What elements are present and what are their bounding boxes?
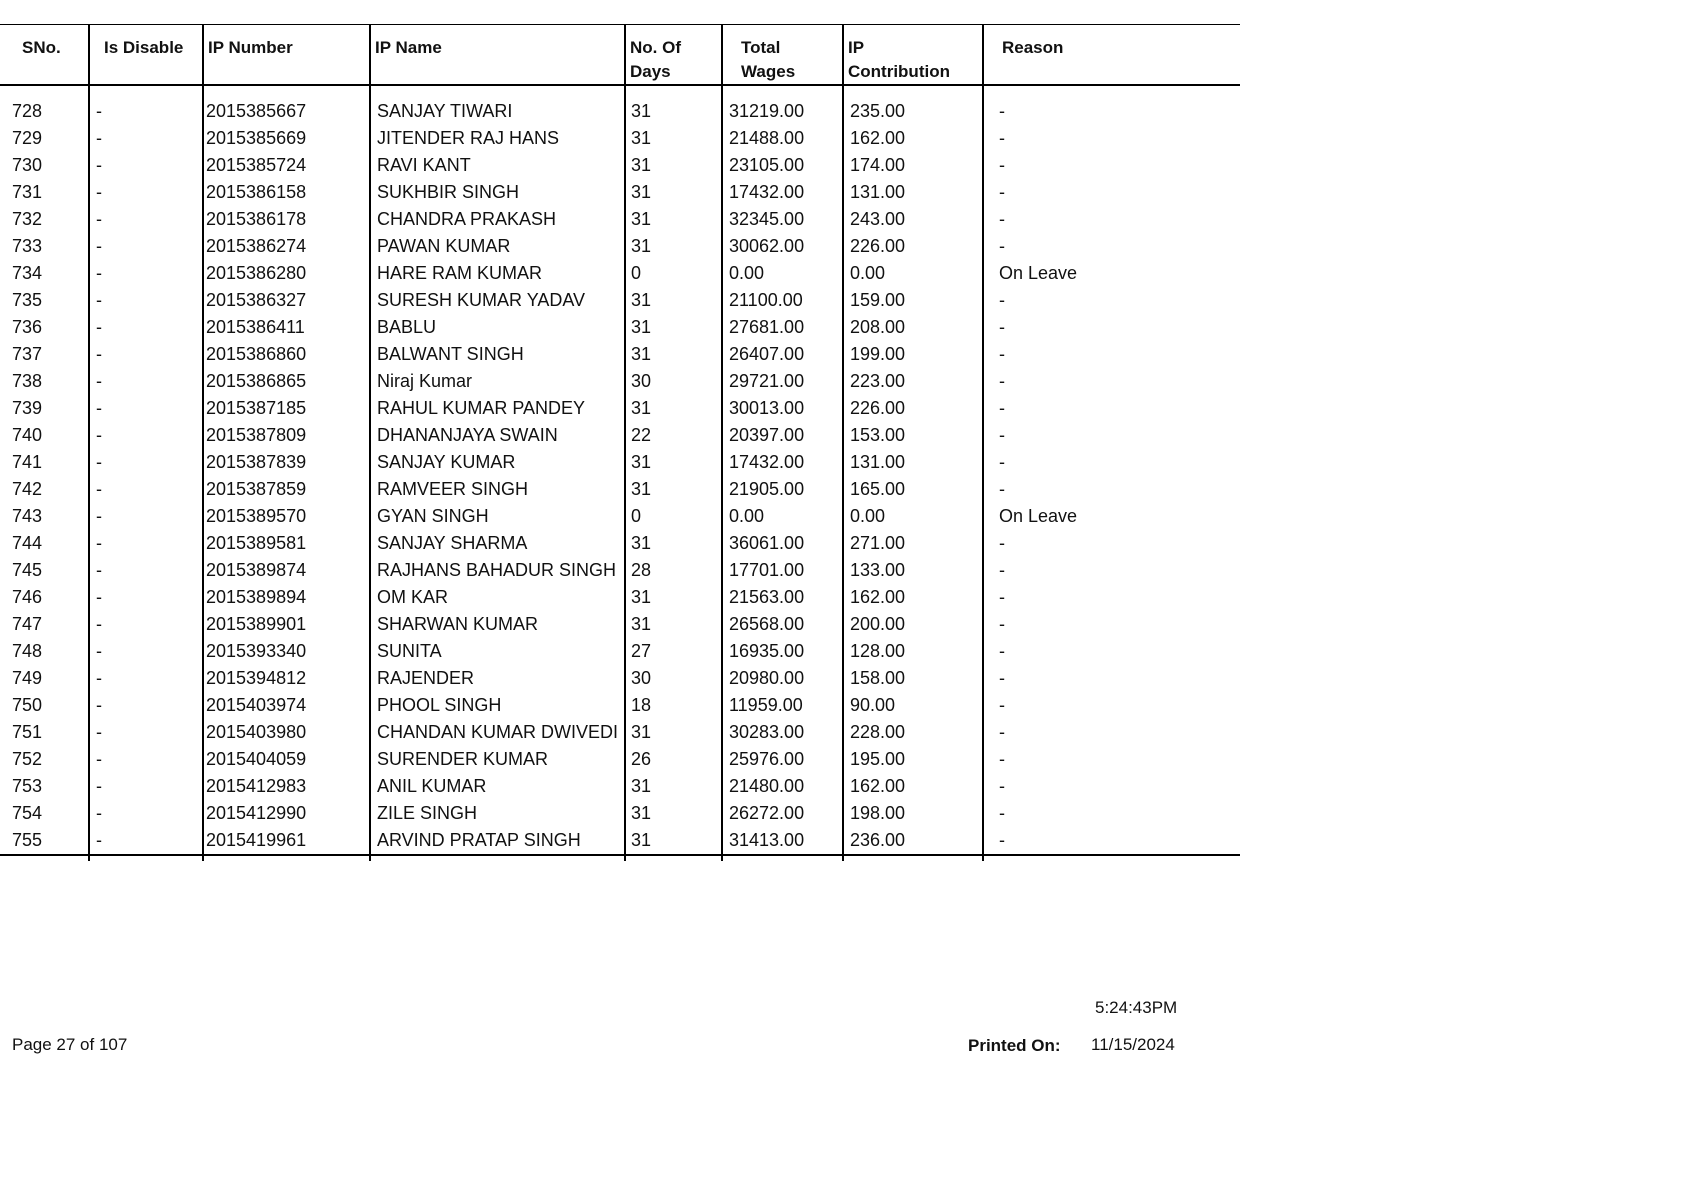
cell-reason: - xyxy=(999,560,1005,580)
cell-reason: - xyxy=(999,722,1005,742)
header-no-of-days xyxy=(625,25,722,86)
cell-total-wages: 21100.00 xyxy=(722,285,843,312)
cell-sno: 732 xyxy=(0,204,89,231)
cell-ip-name: SANJAY SHARMA xyxy=(370,528,625,555)
table-row xyxy=(0,501,1240,528)
cell-is-disable: - xyxy=(89,690,203,717)
cell-total-wages: 32345.00 xyxy=(722,204,843,231)
cell-ip-name: CHANDRA PRAKASH xyxy=(370,204,625,231)
cell-sno: 753 xyxy=(0,771,89,798)
cell-total-wages: 21905.00 xyxy=(722,474,843,501)
cell-total-wages: 16935.00 xyxy=(722,636,843,663)
cell-no-of-days: 31 xyxy=(625,339,722,366)
cell-no-of-days: 31 xyxy=(625,177,722,204)
header-sno: SNo. xyxy=(0,25,89,86)
cell-no-of-days: 31 xyxy=(625,312,722,339)
cell-ip-number: 2015389901 xyxy=(203,609,370,636)
cell-ip-number: 2015387185 xyxy=(203,393,370,420)
header-total-wages xyxy=(722,25,843,86)
cell-ip-number: 2015386327 xyxy=(203,285,370,312)
cell-ip-name: PHOOL SINGH xyxy=(370,690,625,717)
cell-is-disable: - xyxy=(89,771,203,798)
table-row xyxy=(0,555,1240,582)
cell-ip-number: 2015385667 xyxy=(203,96,370,123)
table-row xyxy=(0,744,1240,771)
cell-no-of-days: 31 xyxy=(625,96,722,123)
cell-ip-number: 2015389894 xyxy=(203,582,370,609)
cell-is-disable: - xyxy=(89,501,203,528)
cell-sno: 728 xyxy=(0,96,89,123)
cell-ip-number: 2015404059 xyxy=(203,744,370,771)
cell-ip-contribution: 90.00 xyxy=(843,690,983,717)
cell-reason: - xyxy=(999,614,1005,634)
cell-total-wages: 31219.00 xyxy=(722,96,843,123)
table-row xyxy=(0,582,1240,609)
cell-total-wages: 20397.00 xyxy=(722,420,843,447)
cell-sno: 731 xyxy=(0,177,89,204)
cell-sno: 750 xyxy=(0,690,89,717)
cell-ip-contribution: 153.00 xyxy=(843,420,983,447)
tail-cell xyxy=(983,855,1240,861)
cell-total-wages: 26568.00 xyxy=(722,609,843,636)
cell-ip-name: RAJHANS BAHADUR SINGH xyxy=(370,555,625,582)
cell-ip-name: RAMVEER SINGH xyxy=(370,474,625,501)
tail-cell xyxy=(722,855,843,861)
print-time: 5:24:43PM xyxy=(1095,998,1178,1017)
cell-sno: 748 xyxy=(0,636,89,663)
cell-is-disable: - xyxy=(89,339,203,366)
cell-reason: - xyxy=(999,452,1005,472)
cell-reason: - xyxy=(999,371,1005,391)
cell-ip-contribution: 158.00 xyxy=(843,663,983,690)
cell-reason: - xyxy=(999,425,1005,445)
cell-ip-number: 2015386865 xyxy=(203,366,370,393)
cell-total-wages: 26272.00 xyxy=(722,798,843,825)
table-row xyxy=(0,690,1240,717)
cell-total-wages: 21563.00 xyxy=(722,582,843,609)
cell-ip-contribution: 159.00 xyxy=(843,285,983,312)
cell-ip-number: 2015385669 xyxy=(203,123,370,150)
cell-ip-contribution: 174.00 xyxy=(843,150,983,177)
cell-ip-name: HARE RAM KUMAR xyxy=(370,258,625,285)
cell-is-disable: - xyxy=(89,231,203,258)
cell-ip-contribution: 226.00 xyxy=(843,393,983,420)
spacer-cell xyxy=(625,85,722,96)
cell-no-of-days: 18 xyxy=(625,690,722,717)
cell-is-disable: - xyxy=(89,420,203,447)
cell-sno: 740 xyxy=(0,420,89,447)
cell-ip-name: SANJAY TIWARI xyxy=(370,96,625,123)
cell-ip-contribution: 271.00 xyxy=(843,528,983,555)
table-row xyxy=(0,177,1240,204)
cell-total-wages: 29721.00 xyxy=(722,366,843,393)
cell-reason: - xyxy=(999,182,1005,202)
cell-is-disable: - xyxy=(89,609,203,636)
cell-reason: - xyxy=(999,641,1005,661)
cell-reason: - xyxy=(999,776,1005,796)
table-row xyxy=(0,231,1240,258)
cell-ip-contribution: 199.00 xyxy=(843,339,983,366)
cell-ip-name: SUKHBIR SINGH xyxy=(370,177,625,204)
cell-ip-number: 2015385724 xyxy=(203,150,370,177)
printed-on-date: 11/15/2024 xyxy=(1091,1035,1175,1054)
cell-sno: 730 xyxy=(0,150,89,177)
cell-is-disable: - xyxy=(89,312,203,339)
cell-no-of-days: 30 xyxy=(625,366,722,393)
cell-ip-name: ANIL KUMAR xyxy=(370,771,625,798)
cell-ip-number: 2015386274 xyxy=(203,231,370,258)
cell-no-of-days: 31 xyxy=(625,474,722,501)
cell-sno: 754 xyxy=(0,798,89,825)
cell-sno: 752 xyxy=(0,744,89,771)
table-row xyxy=(0,393,1240,420)
cell-sno: 744 xyxy=(0,528,89,555)
cell-is-disable: - xyxy=(89,528,203,555)
cell-sno: 745 xyxy=(0,555,89,582)
cell-ip-number: 2015387839 xyxy=(203,447,370,474)
cell-is-disable: - xyxy=(89,258,203,285)
cell-ip-name: GYAN SINGH xyxy=(370,501,625,528)
spacer-cell xyxy=(203,85,370,96)
cell-ip-number: 2015387809 xyxy=(203,420,370,447)
cell-total-wages: 30283.00 xyxy=(722,717,843,744)
spacer-cell xyxy=(370,85,625,96)
cell-no-of-days: 31 xyxy=(625,150,722,177)
cell-sno: 746 xyxy=(0,582,89,609)
cell-reason: - xyxy=(999,668,1005,688)
cell-total-wages: 17701.00 xyxy=(722,555,843,582)
cell-is-disable: - xyxy=(89,582,203,609)
cell-is-disable: - xyxy=(89,204,203,231)
table-row xyxy=(0,312,1240,339)
cell-no-of-days: 31 xyxy=(625,771,722,798)
table-row xyxy=(0,366,1240,393)
cell-reason: - xyxy=(999,803,1005,823)
cell-reason: - xyxy=(999,236,1005,256)
cell-reason: - xyxy=(999,479,1005,499)
table-row xyxy=(0,96,1240,123)
cell-total-wages: 31413.00 xyxy=(722,825,843,855)
table-row xyxy=(0,636,1240,663)
cell-ip-name: ARVIND PRATAP SINGH xyxy=(370,825,625,855)
cell-ip-contribution: 223.00 xyxy=(843,366,983,393)
cell-reason: - xyxy=(999,695,1005,715)
cell-ip-name: SURESH KUMAR YADAV xyxy=(370,285,625,312)
cell-sno: 755 xyxy=(0,825,89,855)
cell-ip-contribution: 165.00 xyxy=(843,474,983,501)
cell-ip-name: PAWAN KUMAR xyxy=(370,231,625,258)
cell-total-wages: 0.00 xyxy=(722,501,843,528)
cell-reason: - xyxy=(999,155,1005,175)
table-row xyxy=(0,285,1240,312)
cell-no-of-days: 0 xyxy=(625,501,722,528)
cell-ip-number: 2015386411 xyxy=(203,312,370,339)
cell-no-of-days: 0 xyxy=(625,258,722,285)
tail-cell xyxy=(370,855,625,861)
cell-ip-number: 2015403980 xyxy=(203,717,370,744)
cell-is-disable: - xyxy=(89,285,203,312)
cell-is-disable: - xyxy=(89,96,203,123)
cell-total-wages: 20980.00 xyxy=(722,663,843,690)
spacer-cell xyxy=(0,85,89,96)
cell-ip-contribution: 228.00 xyxy=(843,717,983,744)
cell-ip-name: JITENDER RAJ HANS xyxy=(370,123,625,150)
cell-ip-contribution: 133.00 xyxy=(843,555,983,582)
cell-no-of-days: 31 xyxy=(625,582,722,609)
cell-ip-name: RAVI KANT xyxy=(370,150,625,177)
cell-sno: 729 xyxy=(0,123,89,150)
cell-no-of-days: 31 xyxy=(625,447,722,474)
cell-no-of-days: 31 xyxy=(625,717,722,744)
table-row xyxy=(0,771,1240,798)
cell-ip-contribution: 162.00 xyxy=(843,123,983,150)
cell-ip-contribution: 198.00 xyxy=(843,798,983,825)
cell-ip-number: 2015419961 xyxy=(203,825,370,855)
cell-ip-contribution: 208.00 xyxy=(843,312,983,339)
cell-ip-name: Niraj Kumar xyxy=(370,366,625,393)
cell-ip-name: RAHUL KUMAR PANDEY xyxy=(370,393,625,420)
cell-is-disable: - xyxy=(89,825,203,855)
header-total-wages-line2: Wages xyxy=(741,62,796,81)
cell-ip-number: 2015389570 xyxy=(203,501,370,528)
cell-ip-contribution: 162.00 xyxy=(843,582,983,609)
cell-sno: 742 xyxy=(0,474,89,501)
cell-total-wages: 23105.00 xyxy=(722,150,843,177)
cell-is-disable: - xyxy=(89,798,203,825)
cell-is-disable: - xyxy=(89,636,203,663)
cell-no-of-days: 31 xyxy=(625,798,722,825)
spacer-cell xyxy=(89,85,203,96)
tail-cell xyxy=(203,855,370,861)
cell-sno: 736 xyxy=(0,312,89,339)
cell-ip-name: BABLU xyxy=(370,312,625,339)
cell-total-wages: 11959.00 xyxy=(722,690,843,717)
cell-sno: 751 xyxy=(0,717,89,744)
table-row xyxy=(0,420,1240,447)
cell-ip-name: SUNITA xyxy=(370,636,625,663)
cell-is-disable: - xyxy=(89,744,203,771)
cell-ip-contribution: 226.00 xyxy=(843,231,983,258)
table-spacer-row xyxy=(0,85,1240,96)
table-row xyxy=(0,447,1240,474)
cell-total-wages: 27681.00 xyxy=(722,312,843,339)
cell-total-wages: 21480.00 xyxy=(722,771,843,798)
cell-sno: 749 xyxy=(0,663,89,690)
table-header-row xyxy=(0,25,1240,86)
cell-no-of-days: 31 xyxy=(625,609,722,636)
cell-ip-contribution: 235.00 xyxy=(843,96,983,123)
table-row xyxy=(0,663,1240,690)
table-row xyxy=(0,339,1240,366)
cell-ip-contribution: 0.00 xyxy=(843,501,983,528)
cell-ip-name: ZILE SINGH xyxy=(370,798,625,825)
cell-sno: 733 xyxy=(0,231,89,258)
cell-ip-contribution: 236.00 xyxy=(843,825,983,855)
cell-is-disable: - xyxy=(89,447,203,474)
cell-reason: - xyxy=(999,209,1005,229)
cell-sno: 741 xyxy=(0,447,89,474)
contribution-table xyxy=(0,24,1240,861)
cell-reason: - xyxy=(999,749,1005,769)
cell-ip-number: 2015386178 xyxy=(203,204,370,231)
tail-cell xyxy=(625,855,722,861)
header-ip-contribution-line1: IP xyxy=(848,38,865,57)
cell-ip-contribution: 0.00 xyxy=(843,258,983,285)
tail-cell xyxy=(89,855,203,861)
cell-is-disable: - xyxy=(89,474,203,501)
cell-total-wages: 17432.00 xyxy=(722,447,843,474)
cell-no-of-days: 31 xyxy=(625,825,722,855)
cell-ip-name: BALWANT SINGH xyxy=(370,339,625,366)
cell-is-disable: - xyxy=(89,717,203,744)
table-row xyxy=(0,528,1240,555)
cell-reason: On Leave xyxy=(999,263,1078,283)
cell-reason: - xyxy=(999,344,1005,364)
cell-no-of-days: 31 xyxy=(625,393,722,420)
cell-sno: 739 xyxy=(0,393,89,420)
cell-no-of-days: 31 xyxy=(625,231,722,258)
header-no-of-days-line1: No. Of xyxy=(630,38,681,57)
header-ip-number: IP Number xyxy=(203,25,370,86)
cell-ip-name: DHANANJAYA SWAIN xyxy=(370,420,625,447)
cell-reason: - xyxy=(999,128,1005,148)
cell-ip-name: RAJENDER xyxy=(370,663,625,690)
cell-ip-number: 2015412983 xyxy=(203,771,370,798)
header-ip-contribution-line2: Contribution xyxy=(848,62,950,81)
page-number: Page 27 of 107 xyxy=(12,1035,128,1054)
cell-no-of-days: 31 xyxy=(625,123,722,150)
cell-total-wages: 25976.00 xyxy=(722,744,843,771)
cell-no-of-days: 22 xyxy=(625,420,722,447)
cell-ip-name: OM KAR xyxy=(370,582,625,609)
cell-is-disable: - xyxy=(89,393,203,420)
cell-ip-number: 2015387859 xyxy=(203,474,370,501)
cell-sno: 735 xyxy=(0,285,89,312)
cell-no-of-days: 31 xyxy=(625,528,722,555)
table-row xyxy=(0,204,1240,231)
cell-reason: - xyxy=(983,825,1240,855)
cell-ip-number: 2015386158 xyxy=(203,177,370,204)
cell-is-disable: - xyxy=(89,177,203,204)
cell-total-wages: 26407.00 xyxy=(722,339,843,366)
cell-ip-number: 2015386860 xyxy=(203,339,370,366)
cell-total-wages: 36061.00 xyxy=(722,528,843,555)
cell-reason: - xyxy=(999,101,1005,121)
cell-ip-number: 2015389581 xyxy=(203,528,370,555)
table-row xyxy=(0,150,1240,177)
cell-no-of-days: 30 xyxy=(625,663,722,690)
table-row xyxy=(0,474,1240,501)
cell-no-of-days: 28 xyxy=(625,555,722,582)
cell-no-of-days: 31 xyxy=(625,285,722,312)
spacer-cell xyxy=(983,85,1240,96)
cell-no-of-days: 31 xyxy=(625,204,722,231)
cell-ip-contribution: 200.00 xyxy=(843,609,983,636)
table-row xyxy=(0,609,1240,636)
tail-cell xyxy=(843,855,983,861)
cell-ip-name: SANJAY KUMAR xyxy=(370,447,625,474)
cell-ip-name: CHANDAN KUMAR DWIVEDI xyxy=(370,717,625,744)
cell-ip-number: 2015393340 xyxy=(203,636,370,663)
cell-ip-number: 2015394812 xyxy=(203,663,370,690)
cell-sno: 747 xyxy=(0,609,89,636)
cell-is-disable: - xyxy=(89,555,203,582)
spacer-cell xyxy=(722,85,843,96)
header-reason: Reason xyxy=(983,25,1240,86)
cell-sno: 738 xyxy=(0,366,89,393)
header-ip-name: IP Name xyxy=(370,25,625,86)
cell-ip-number: 2015389874 xyxy=(203,555,370,582)
printed-on-label: Printed On: xyxy=(968,1036,1061,1055)
table-row xyxy=(0,825,1240,855)
cell-is-disable: - xyxy=(89,663,203,690)
cell-reason: - xyxy=(999,587,1005,607)
cell-ip-contribution: 128.00 xyxy=(843,636,983,663)
cell-ip-number: 2015403974 xyxy=(203,690,370,717)
cell-total-wages: 21488.00 xyxy=(722,123,843,150)
cell-reason: On Leave xyxy=(999,506,1078,526)
tail-cell xyxy=(0,855,89,861)
cell-is-disable: - xyxy=(89,366,203,393)
cell-ip-contribution: 195.00 xyxy=(843,744,983,771)
table-row xyxy=(0,717,1240,744)
cell-ip-number: 2015386280 xyxy=(203,258,370,285)
spacer-cell xyxy=(843,85,983,96)
cell-reason: - xyxy=(999,398,1005,418)
cell-reason: - xyxy=(999,290,1005,310)
cell-no-of-days: 26 xyxy=(625,744,722,771)
cell-ip-contribution: 131.00 xyxy=(843,177,983,204)
cell-sno: 734 xyxy=(0,258,89,285)
cell-ip-contribution: 162.00 xyxy=(843,771,983,798)
cell-is-disable: - xyxy=(89,123,203,150)
cell-reason: - xyxy=(999,317,1005,337)
table-row xyxy=(0,798,1240,825)
cell-total-wages: 30013.00 xyxy=(722,393,843,420)
cell-no-of-days: 27 xyxy=(625,636,722,663)
header-is-disable: Is Disable xyxy=(89,25,203,86)
header-no-of-days-line2: Days xyxy=(630,62,671,81)
cell-ip-name: SURENDER KUMAR xyxy=(370,744,625,771)
cell-total-wages: 0.00 xyxy=(722,258,843,285)
cell-sno: 737 xyxy=(0,339,89,366)
cell-total-wages: 30062.00 xyxy=(722,231,843,258)
cell-ip-contribution: 131.00 xyxy=(843,447,983,474)
cell-is-disable: - xyxy=(89,150,203,177)
header-total-wages-line1: Total xyxy=(741,38,781,57)
cell-ip-number: 2015412990 xyxy=(203,798,370,825)
cell-sno: 743 xyxy=(0,501,89,528)
cell-ip-contribution: 243.00 xyxy=(843,204,983,231)
table-body xyxy=(0,85,1240,861)
table-tail-row xyxy=(0,855,1240,861)
cell-reason: - xyxy=(999,533,1005,553)
table-row xyxy=(0,258,1240,285)
table-row xyxy=(0,123,1240,150)
cell-ip-name: SHARWAN KUMAR xyxy=(370,609,625,636)
cell-total-wages: 17432.00 xyxy=(722,177,843,204)
header-ip-contribution xyxy=(843,25,983,86)
